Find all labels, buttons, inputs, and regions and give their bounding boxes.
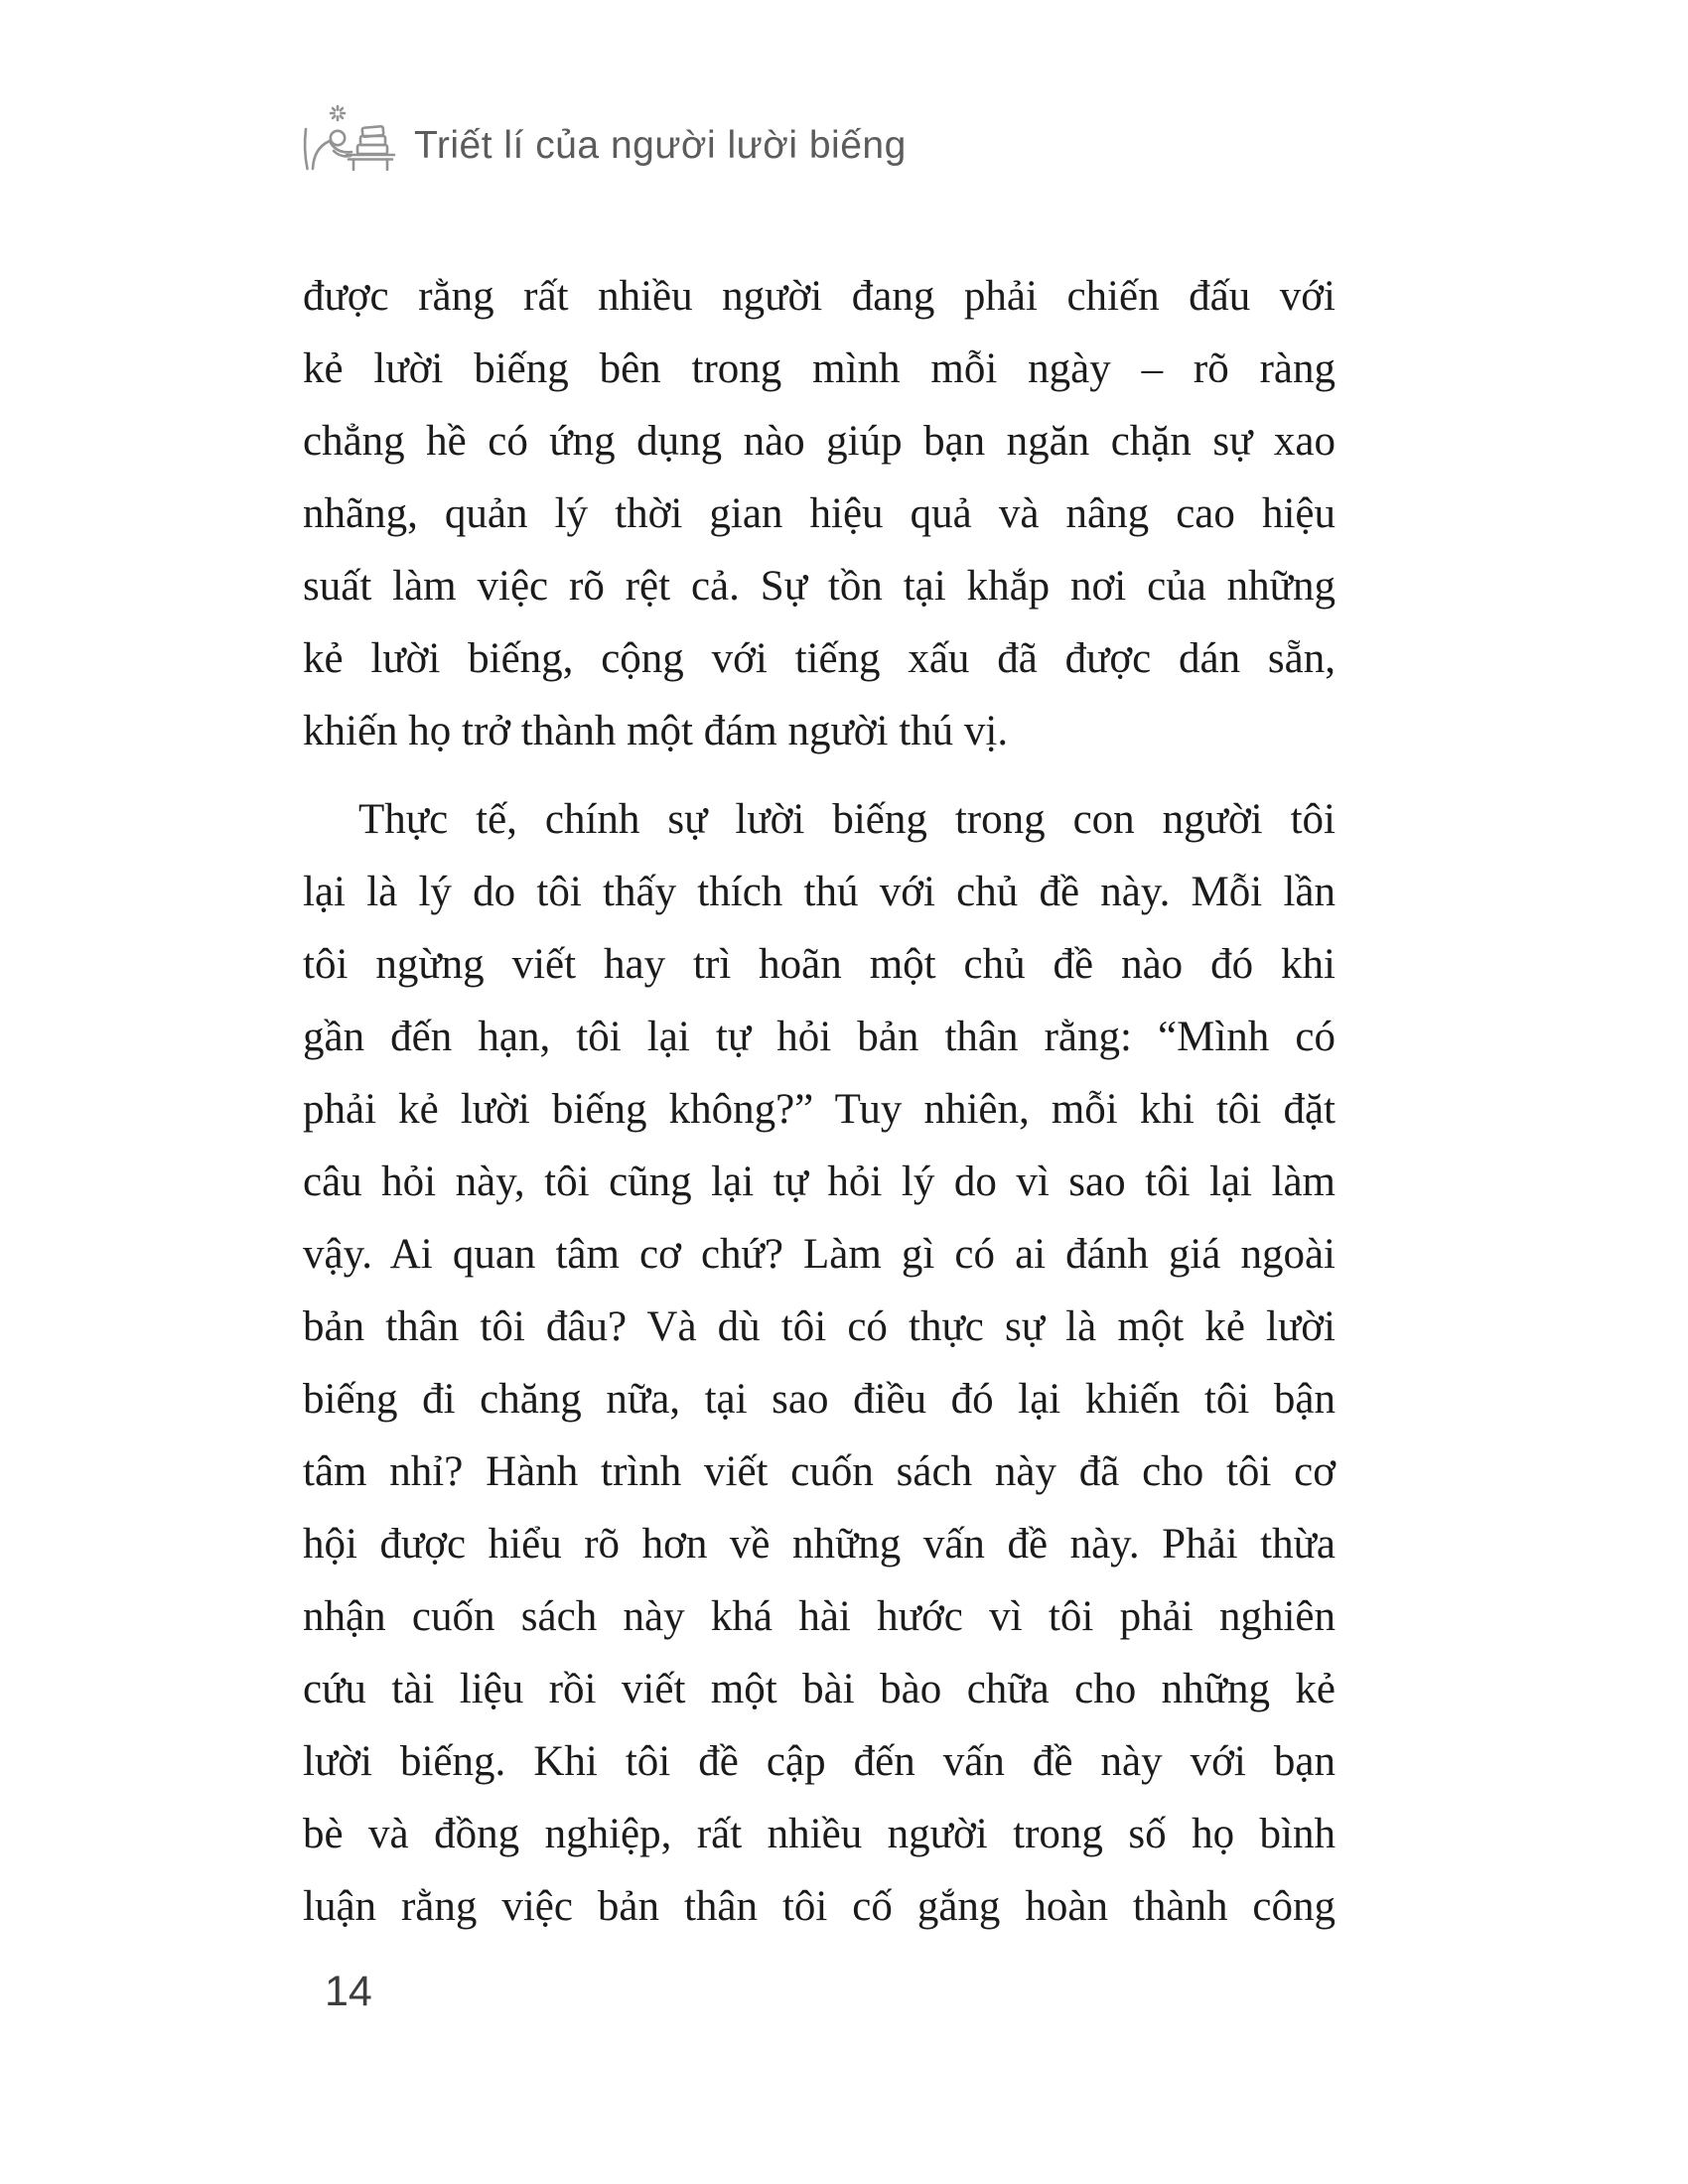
text-line: nhãng, quản lý thời gian hiệu quả và nâng cao hiệu (303, 490, 1336, 537)
text-line: nhận cuốn sách này khá hài hước vì tôi phải nghiên (303, 1593, 1336, 1640)
text-line: luận rằng việc bản thân tôi cố gắng hoàn thành công (303, 1883, 1336, 1930)
text-line: hội được hiểu rõ hơn về những vấn đề này. Phải thừa (303, 1521, 1336, 1568)
page-number: 14 (325, 1968, 372, 2015)
text-line: khiến họ trở thành một đám người thú vị. (303, 708, 1009, 754)
text-line: kẻ lười biếng bên trong mình mỗi ngày – rõ ràng (303, 345, 1336, 392)
running-header (301, 103, 907, 171)
text-line: lười biếng. Khi tôi đề cập đến vấn đề này với bạn (303, 1738, 1336, 1785)
text-line: biếng đi chăng nữa, tại sao điều đó lại khiến tôi bận (303, 1376, 1336, 1423)
text-line: Thực tế, chính sự lười biếng trong con người tôi (358, 796, 1336, 843)
text-line: câu hỏi này, tôi cũng lại tự hỏi lý do vì sao tôi lại làm (303, 1159, 1336, 1205)
text-line: gần đến hạn, tôi lại tự hỏi bản thân rằng: “Mình có (303, 1014, 1336, 1060)
text-line: cứu tài liệu rồi viết một bài bào chữa cho những kẻ (303, 1666, 1336, 1712)
text-line: vậy. Ai quan tâm cơ chứ? Làm gì có ai đánh giá ngoài (303, 1231, 1336, 1278)
running-header-title: Triết lí của người lười biếng (414, 124, 907, 168)
sleeping-at-desk-icon (301, 103, 396, 171)
text-line: bè và đồng nghiệp, rất nhiều người trong số họ bình (303, 1811, 1336, 1857)
text-line: tâm nhỉ? Hành trình viết cuốn sách này đã cho tôi cơ (303, 1448, 1336, 1495)
text-line: chẳng hề có ứng dụng nào giúp bạn ngăn chặn sự xao (303, 418, 1336, 465)
text-line: suất làm việc rõ rệt cả. Sự tồn tại khắp nơi của những (303, 563, 1336, 610)
text-line: được rằng rất nhiều người đang phải chiến đấu với (303, 273, 1336, 320)
paragraph (303, 260, 1336, 767)
text-line: tôi ngừng viết hay trì hoãn một chủ đề nào đó khi (303, 941, 1336, 988)
text-line: lại là lý do tôi thấy thích thú với chủ đề này. Mỗi lần (303, 869, 1336, 915)
text-line: phải kẻ lười biếng không?” Tuy nhiên, mỗi khi tôi đặt (303, 1086, 1336, 1133)
body-text (303, 260, 1336, 1943)
text-line: bản thân tôi đâu? Và dù tôi có thực sự là một kẻ lười (303, 1303, 1336, 1350)
text-line: kẻ lười biếng, cộng với tiếng xấu đã được dán sẵn, (303, 635, 1336, 682)
paragraph (303, 783, 1336, 1943)
